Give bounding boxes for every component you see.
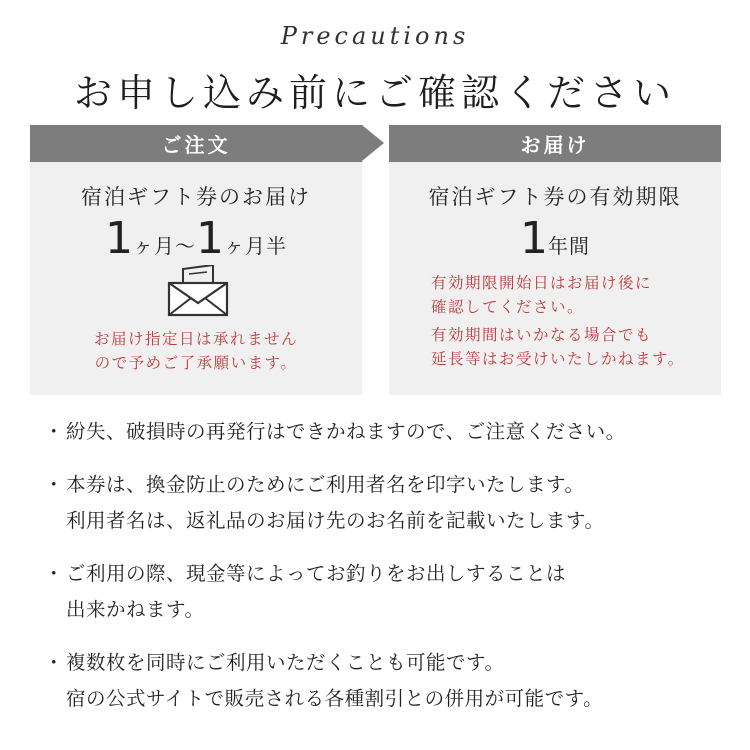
- validity-note-start: [389, 271, 721, 319]
- validity-note-line: 有効期間はいかなる場合でも: [431, 326, 653, 344]
- list-item-text: 出来かねます。: [66, 598, 205, 621]
- precautions-list: [40, 414, 730, 734]
- order-note: [30, 327, 362, 375]
- bullet-marker: ・: [44, 473, 65, 496]
- period-end-number: 1: [196, 213, 224, 264]
- bullet-marker: ・: [44, 420, 65, 443]
- order-note-line: ので予めご了承願います。: [94, 354, 298, 372]
- list-item-text: ご利用の際、現金等によってお釣りをお出しすることは: [66, 562, 567, 585]
- list-item: [40, 556, 730, 628]
- period-end-unit: ヶ月半: [224, 234, 287, 258]
- page-title: お申し込み前にご確認ください: [73, 71, 676, 115]
- delivery-header: お届け: [389, 125, 721, 162]
- bullet-marker: ・: [44, 562, 65, 585]
- validity-period: [389, 213, 721, 264]
- validity-number: 1: [520, 213, 548, 264]
- order-note-line: お届け指定日は承れません: [93, 330, 298, 348]
- period-start-unit: ヶ月〜: [133, 234, 196, 258]
- validity-note-extension: [389, 323, 721, 371]
- arrow-right-icon: [362, 125, 384, 161]
- bullet-marker: ・: [44, 651, 65, 674]
- delivery-panel: [389, 125, 721, 395]
- validity-note-line: 有効期限開始日はお届け後に: [431, 274, 653, 292]
- order-heading: 宿泊ギフト券のお届け: [81, 185, 311, 209]
- validity-note-line: 延長等はお受けいたしかねます。: [431, 350, 685, 368]
- order-header: ご注文: [30, 125, 362, 162]
- validity-unit: 年間: [548, 234, 590, 258]
- order-panel: [30, 125, 362, 395]
- list-item-text: 紛失、破損時の再発行はできかねますので、ご注意ください。: [66, 420, 626, 443]
- list-item: [40, 467, 730, 539]
- list-item-text: 複数枚を同時にご利用いただくことも可能です。: [66, 651, 505, 674]
- list-item: [40, 645, 730, 717]
- period-start-number: 1: [105, 213, 133, 264]
- delivery-heading: 宿泊ギフト券の有効期限: [428, 185, 682, 209]
- list-item-text: 利用者名は、返礼品のお届け先のお名前を記載いたします。: [66, 509, 605, 532]
- delivery-period: [30, 213, 362, 264]
- envelope-icon: [167, 265, 229, 317]
- list-item-text: 宿の公式サイトで販売される各種割引との併用が可能です。: [66, 687, 604, 710]
- list-item-text: 本券は、換金防止のためにご利用者名を印字いたします。: [66, 473, 585, 496]
- validity-note-line: 確認してください。: [431, 298, 585, 316]
- subtitle: Precautions: [280, 22, 470, 50]
- list-item: [40, 414, 730, 450]
